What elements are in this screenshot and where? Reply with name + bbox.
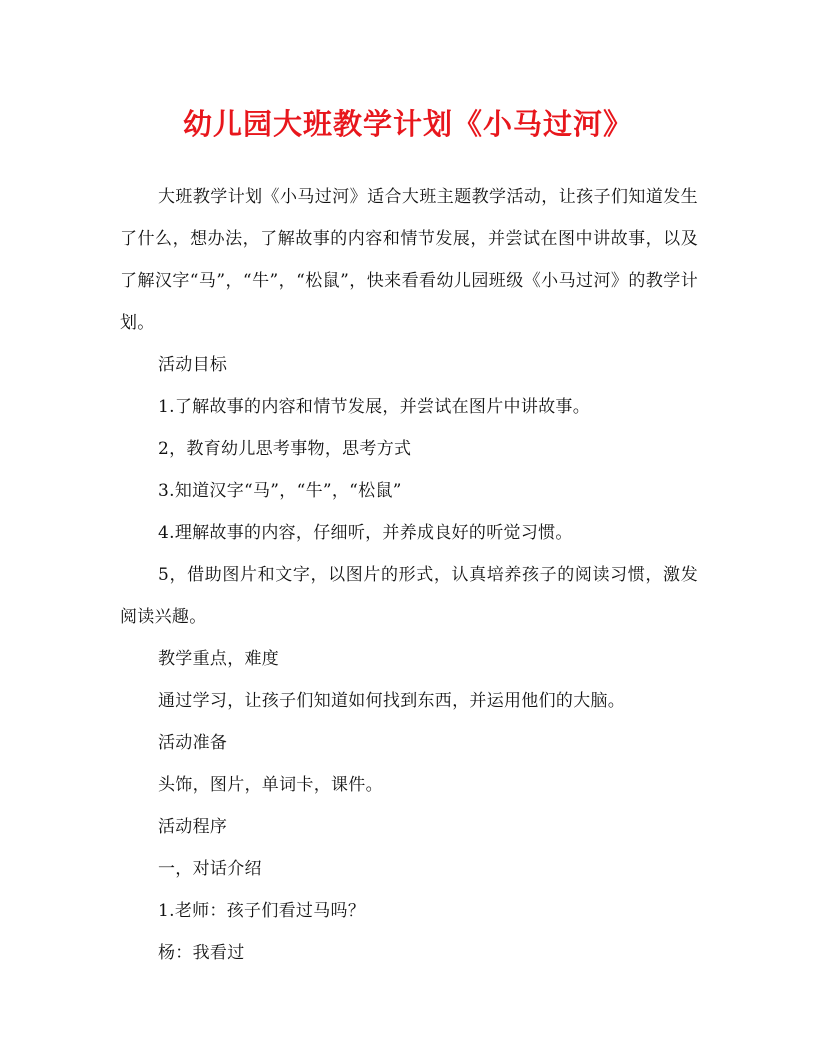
section-heading-objectives: 活动目标 bbox=[158, 355, 228, 375]
objective-item-3: 3.知道汉字“马”，“牛”，“松鼠” bbox=[158, 481, 402, 501]
key-points-text: 通过学习，让孩子们知道如何找到东西，并运用他们的大脑。 bbox=[158, 691, 626, 711]
objective-item-4: 4.理解故事的内容，仔细听，并养成良好的听觉习惯。 bbox=[158, 523, 573, 543]
section-heading-preparation: 活动准备 bbox=[158, 733, 228, 753]
dialogue-line-teacher: 1.老师：孩子们看过马吗？ bbox=[158, 901, 366, 921]
intro-paragraph: 大班教学计划《小马过河》适合大班主题教学活动，让孩子们知道发生了什么，想办法，了解故事的内容和情节发展，并尝试在图中讲故事，以及了解汉字“马”，“牛”，“松鼠”，快来看看幼儿园班级《小马过河》的教学计划。 bbox=[120, 187, 698, 333]
section-heading-procedure: 活动程序 bbox=[158, 817, 228, 837]
objective-item-1: 1.了解故事的内容和情节发展，并尝试在图片中讲故事。 bbox=[158, 397, 591, 417]
objective-item-5: 5，借助图片和文字，以图片的形式，认真培养孩子的阅读习惯，激发阅读兴趣。 bbox=[120, 565, 698, 627]
objective-item-2: 2，教育幼儿思考事物，思考方式 bbox=[158, 439, 412, 459]
section-heading-key-points: 教学重点，难度 bbox=[158, 649, 280, 669]
document-title: 幼儿园大班教学计划《小马过河》 bbox=[182, 107, 633, 141]
document-body bbox=[120, 176, 698, 974]
dialogue-line-yang: 杨：我看过 bbox=[158, 943, 245, 963]
procedure-step-1-heading: 一，对话介绍 bbox=[158, 859, 262, 879]
preparation-text: 头饰，图片，单词卡，课件。 bbox=[158, 775, 383, 795]
